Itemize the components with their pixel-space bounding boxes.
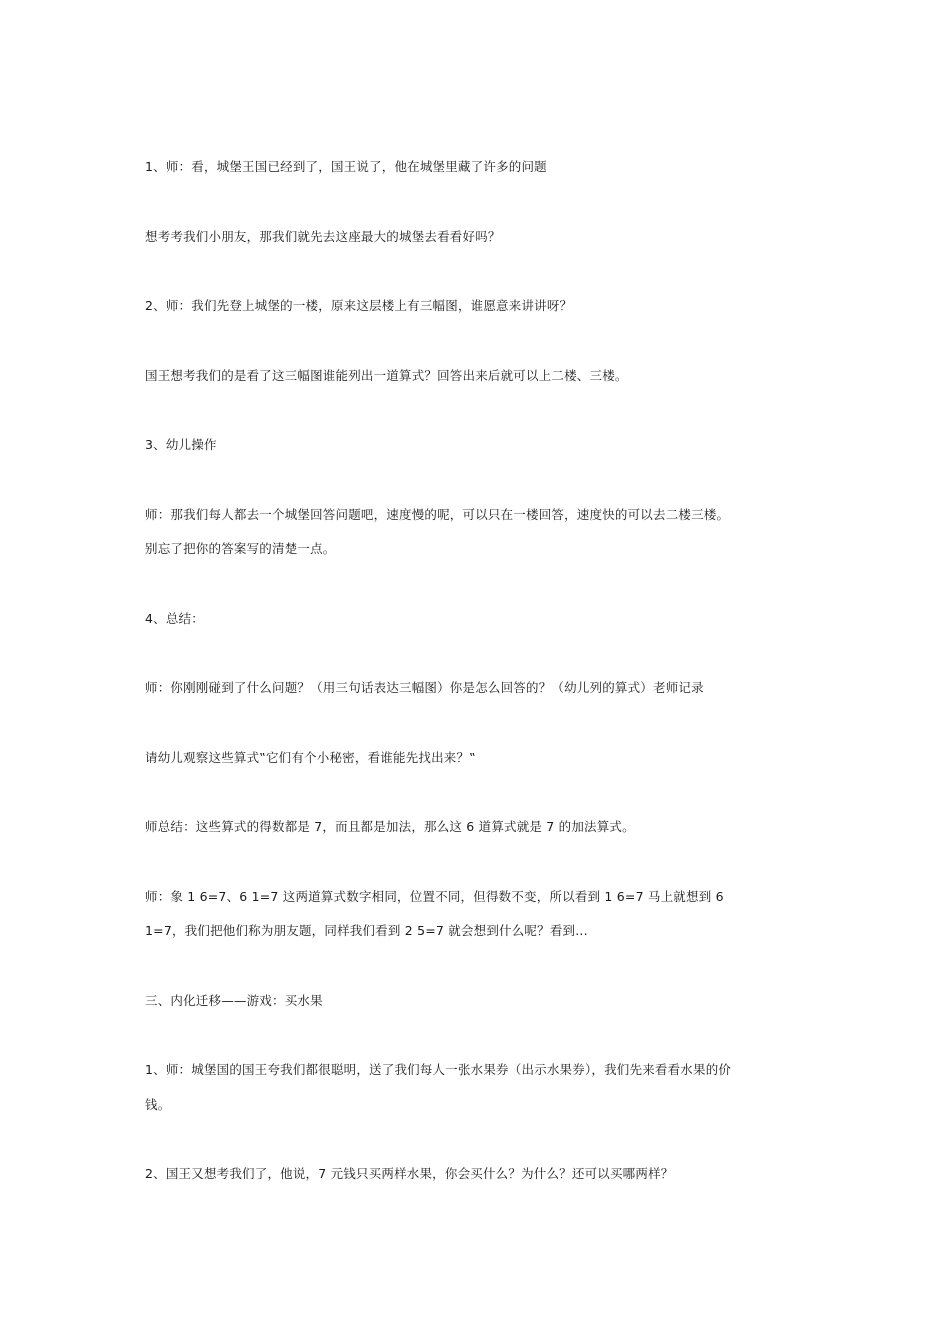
paragraph-line: 4、总结：: [145, 611, 204, 626]
paragraph-line: 国王想考我们的是看了这三幅图谁能列出一道算式？回答出来后就可以上二楼、三楼。: [145, 368, 628, 383]
paragraph-line: 师：那我们每人都去一个城堡回答问题吧，速度慢的呢，可以只在一楼回答，速度快的可以去二楼三楼。: [145, 507, 730, 522]
paragraph-line: 1、师：城堡国的国王夸我们都很聪明，送了我们每人一张水果券（出示水果券），我们先来看看水果的价: [145, 1062, 732, 1077]
paragraph-line: 2、师：我们先登上城堡的一楼，原来这层楼上有三幅图，谁愿意来讲讲呀？: [145, 298, 573, 313]
paragraph-line: 钱。: [145, 1097, 171, 1112]
paragraph-line: 2、国王又想考我们了，他说，7 元钱只买两样水果，你会买什么？为什么？还可以买哪两样？: [145, 1166, 674, 1181]
paragraph-line: 想考考我们小朋友，那我们就先去这座最大的城堡去看看好吗？: [145, 229, 501, 244]
paragraph-line: 别忘了把你的答案写的清楚一点。: [145, 541, 336, 556]
paragraph-line: 师：象 1 6=7、6 1=7 这两道算式数字相同，位置不同，但得数不变，所以看到 1 6=7 马上就想到 6: [145, 889, 724, 904]
paragraph-line: 请幼儿观察这些算式‟它们有个小秘密，看谁能先找出来？‟: [145, 750, 476, 765]
paragraph-line: 1=7，我们把他们称为朋友题，同样我们看到 2 5=7 就会想到什么呢？看到...: [145, 923, 588, 938]
paragraph-line: 3、幼儿操作: [145, 437, 217, 452]
paragraph-line: 师总结：这些算式的得数都是 7，而且都是加法，那么这 6 道算式就是 7 的加法算式。: [145, 819, 635, 834]
paragraph-line: 1、师：看，城堡王国已经到了，国王说了，他在城堡里藏了许多的问题: [145, 159, 547, 174]
section-heading: 三、内化迁移——游戏：买水果: [145, 993, 323, 1008]
paragraph-line: 师：你刚刚碰到了什么问题？（用三句话表达三幅图）你是怎么回答的？（幼儿列的算式）老师记录: [145, 680, 704, 695]
